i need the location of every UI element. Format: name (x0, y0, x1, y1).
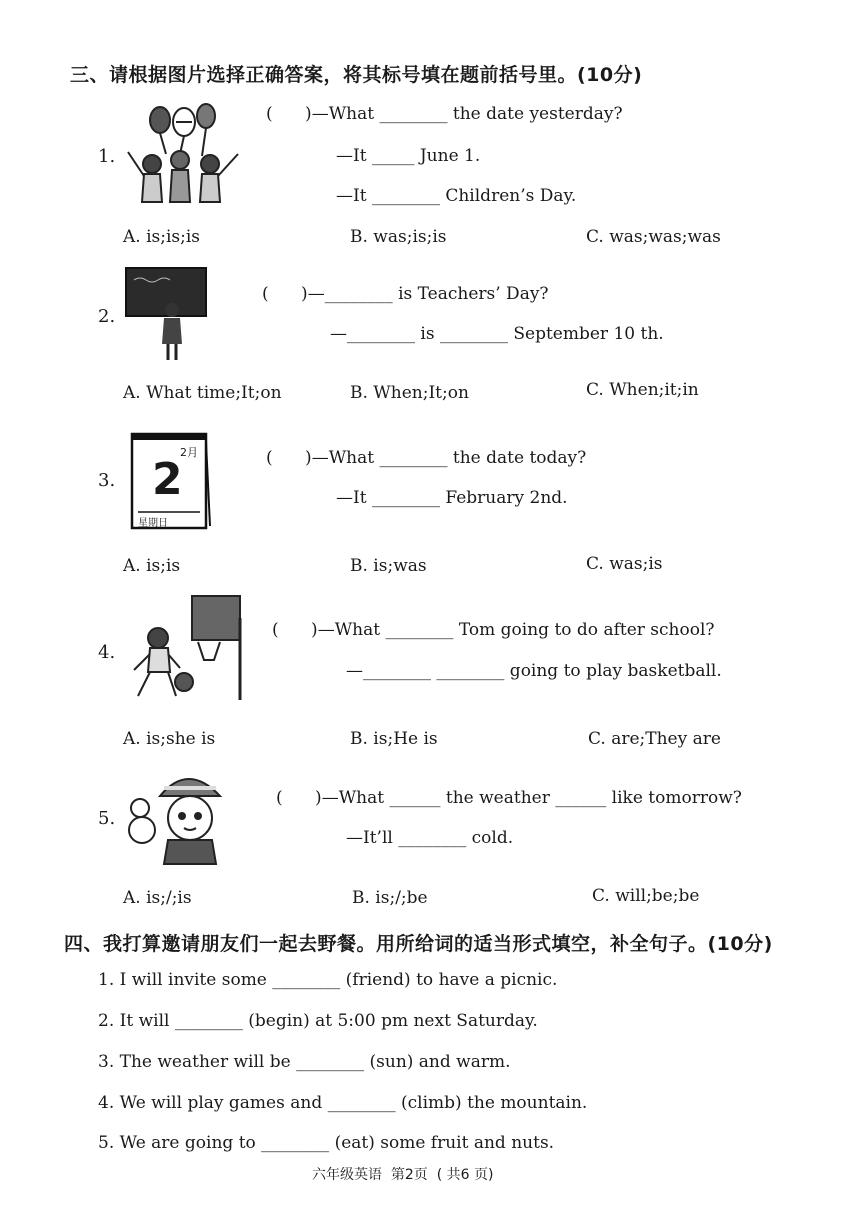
q4-option-b: B. is;He is (350, 729, 438, 749)
q5-option-b: B. is;/;be (352, 888, 428, 908)
q3-line-1: ( )—What ________ the date today? (266, 448, 587, 468)
q1-line-2: —It _____ June 1. (336, 146, 481, 166)
q5-line-2: —It’ll ________ cold. (346, 828, 514, 848)
q5-line-1: ( )—What ______ the weather ______ like tomorrow? (276, 788, 742, 808)
calendar-weekday: 星期日 (138, 518, 168, 529)
q4-option-c: C. are;They are (588, 729, 721, 749)
q1-number: 1. (98, 146, 116, 167)
q1-line-3: —It ________ Children’s Day. (336, 186, 577, 206)
section3-heading: 三、请根据图片选择正确答案，将其标号填在题前括号里。(10分) (70, 64, 643, 86)
q2-number: 2. (98, 306, 116, 327)
calendar-picture (130, 428, 212, 532)
q1-option-a: A. is;is;is (123, 227, 201, 247)
q2-option-a: A. What time;It;on (123, 383, 282, 403)
q5-number: 5. (98, 808, 116, 829)
s4-item-3: 3. The weather will be ________ (sun) and warm. (98, 1052, 511, 1072)
q3-option-a: A. is;is (123, 556, 181, 576)
children-balloons-picture (122, 102, 244, 206)
q1-option-c: C. was;was;was (586, 227, 721, 247)
q5-option-c: C. will;be;be (592, 886, 700, 906)
q4-number: 4. (98, 642, 116, 663)
calendar-month: 2月 (180, 446, 198, 459)
q1-option-b: B. was;is;is (350, 227, 447, 247)
q2-option-c: C. When;it;in (586, 380, 699, 400)
q2-line-2: —________ is ________ September 10 th. (330, 324, 664, 344)
s4-item-4: 4. We will play games and ________ (climb) the mountain. (98, 1093, 588, 1113)
page-footer: 六年级英语 第2页 ( 共6 页) (312, 1167, 494, 1183)
s4-item-2: 2. It will ________ (begin) at 5:00 pm next Saturday. (98, 1011, 538, 1031)
q3-option-c: C. was;is (586, 554, 663, 574)
q4-line-1: ( )—What ________ Tom going to do after school? (272, 620, 715, 640)
section4-heading: 四、我打算邀请朋友们一起去野餐。用所给词的适当形式填空，补全句子。(10分) (64, 933, 773, 955)
q2-line-1: ( )—________ is Teachers’ Day? (262, 284, 549, 304)
boy-winter-hat-picture (124, 766, 236, 866)
q1-line-1: ( )—What ________ the date yesterday? (266, 104, 623, 124)
q2-option-b: B. When;It;on (350, 383, 469, 403)
teacher-blackboard-picture (124, 264, 208, 362)
q5-option-a: A. is;/;is (123, 888, 192, 908)
s4-item-1: 1. I will invite some ________ (friend) to have a picnic. (98, 970, 558, 990)
q3-number: 3. (98, 470, 116, 491)
q3-line-2: —It ________ February 2nd. (336, 488, 568, 508)
s4-item-5: 5. We are going to ________ (eat) some fruit and nuts. (98, 1133, 555, 1153)
q4-line-2: —________ ________ going to play basketball. (346, 661, 722, 681)
boy-basketball-picture (124, 590, 250, 708)
q3-option-b: B. is;was (350, 556, 427, 576)
q4-option-a: A. is;she is (123, 729, 216, 749)
calendar-day: 2 (152, 454, 183, 505)
